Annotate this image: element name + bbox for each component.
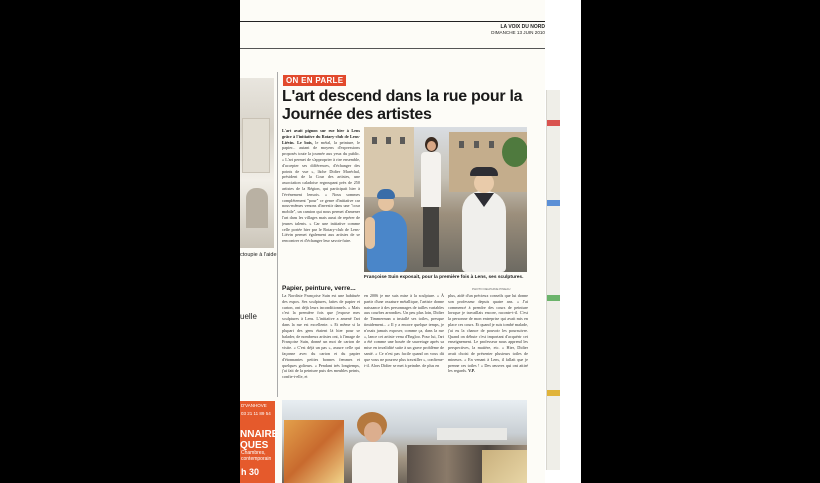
ad-big: NNAIRE QUES xyxy=(240,429,279,451)
article-signature: V.P. xyxy=(468,368,475,374)
bottom-photo xyxy=(282,400,527,483)
ad-line5: contemporain xyxy=(241,456,272,462)
left-caption: ctoupie à l'aide xyxy=(240,252,277,258)
masthead-date: DIMANCHE 13 JUIN 2010 xyxy=(491,30,545,35)
section-rule xyxy=(240,48,545,49)
sculpture-arm xyxy=(365,217,375,249)
sculpture-hat xyxy=(470,167,498,176)
next-page-edge xyxy=(546,90,560,470)
photo-window xyxy=(372,137,377,144)
article-col3-body: plus, aidé d'un précieux conseils que lui donne son professeur depuis quatre ans. « J'ai commencé à prendre des cours de peinture lorsque je travaillais encore, raconte-t-il. C'est la personne de mon entreprise qui avait mis en place ces cours. Et quand je suis tombé malade, j'ai eu la chance de pouvoir les poursuivre. Quand on débute c'est important d'acquérir cet enseignement. Le professeur nous apprend les perspectives, la matière, etc. » Hier, Didier avait choisi de présenter plusieurs toiles de mineurs. « En venant à Lens, il fallait que je prenne ces toiles ! » Des œuvres qui ont attiré les regards. xyxy=(448,293,528,374)
ad-line1: D'VANHOVE xyxy=(241,403,267,408)
ad-time: h 30 xyxy=(241,467,260,477)
top-rule xyxy=(240,21,545,22)
headline: L'art descend dans la rue pour la Journée des artistes xyxy=(282,88,523,123)
ad-line4: Chambres, xyxy=(241,450,266,456)
market-tent xyxy=(437,428,507,440)
masthead xyxy=(490,24,545,35)
main-photo xyxy=(364,127,527,272)
sculpture-head xyxy=(474,173,494,193)
painting-canvas xyxy=(284,420,344,483)
strip-mark xyxy=(547,390,560,396)
artist-figure xyxy=(420,137,442,267)
kicker-label: ON EN PARLE xyxy=(283,75,346,86)
sculpture-hat xyxy=(377,189,395,199)
article-col1-cont: La Nordiste Françoise Suin est une habituée des expos. Ses sculptures, faites de papier et carton, ont déjà leurs inconditionnels. « Mais c'est la première fois que j'expose mes sculptures à Lens. L'initiative a amené l'art dans la rue est excellente. » Et même si la plupart des gens étaient là hier pour se balader, de nombreux artistes ont, à l'image de Françoise Suin, donné un mot de carton de visite. « C'est déjà un pas », assure celle qui façonne avec du carton et du papier d'étonnantes petites bonnes femmes et quelques golieurs. « Pendant très longtemps, j'ai fait de la peinture puis des meubles peints, confie-t-elle, et xyxy=(282,293,360,380)
article-column-1 xyxy=(282,128,360,283)
building-facade xyxy=(242,118,270,173)
white-sculpture xyxy=(462,167,506,272)
photo-tree xyxy=(502,137,527,167)
left-column xyxy=(240,72,279,483)
strip-mark xyxy=(547,200,560,206)
subheading: Papier, peinture, verre... xyxy=(282,285,356,292)
figure-body xyxy=(421,152,441,207)
photo-credit: PHOTO DELPHINE PINEAU xyxy=(472,287,511,291)
masthead-paper: LA VOIX DU NORD xyxy=(500,24,545,30)
strip-mark xyxy=(547,295,560,301)
figure-face xyxy=(427,141,436,151)
left-photo xyxy=(240,78,274,248)
painting-canvas-2 xyxy=(482,450,527,483)
photo-window xyxy=(489,141,494,148)
blue-sculpture xyxy=(367,189,407,272)
photo-window xyxy=(474,141,479,148)
strip-mark xyxy=(547,120,560,126)
photo-window xyxy=(459,141,464,148)
advertisement xyxy=(240,401,279,483)
figure-legs xyxy=(423,207,439,267)
article-col2-body: en 2006 je me suis mise à la sculpture. » À partir d'une ossature métallique, l'artiste donne naissance à des personnages de tailles variables aux courbes arrondies. Un peu plus loin, Didier de Timmerman a installé ses toiles, presque timidement... « Il y a encore quelque temps, je n'osais jamais exposer, comme ça, dans la rue », lance cet artiste venu d'Engloo. Pour lui, l'art a été comme une bouée de sauvetage après sa mise en invalidité suite à un grave problème de santé. « Ce n'est pas facile quand on vous dit que vous ne pourrez plus travailler », confirme-t-il. Alors Didier se met à peindre. de plus en xyxy=(364,293,444,368)
article-col1-body: le métal, la peinture, le papier... autant de moyens d'expressions proposés toute la journée aux yeux du public. « L'art permet de s'approprier à rire ensemble, d'accepter ses différences, d'échanger des points de vue », lâche Didier Maréchal, président de la Cour des artistes, une association caladoise regroupant près de 250 artistes de la Région, qui participait hier à l'événement lensois. « Nous sommes complètement "pour" ce genre d'initiative car nous-mêmes venons d'investir dans une "cour mobile", un camion qui nous permet d'amener l'art dans les villages mais aussi de repérer de jeunes talents. » Car une initiative comme celle portée hier par le Rotary-club de Lens-Liévin permet également aux artistes de se rencontrer et d'échanger leur savoir-faire. xyxy=(282,139,360,244)
photo-window xyxy=(400,137,405,144)
ad-line2: 03 21 11 89 54 xyxy=(241,411,271,416)
painter-figure xyxy=(352,412,398,483)
figure-face xyxy=(364,422,382,442)
newspaper-page xyxy=(240,0,581,483)
article-column-3 xyxy=(448,293,528,397)
column-divider xyxy=(277,72,278,397)
article-column-1-cont xyxy=(282,293,360,397)
figure-shirt xyxy=(352,442,398,483)
left-text-fragment: uelle xyxy=(240,312,257,321)
doorway-arch xyxy=(246,188,268,228)
article-lead: L'art avait pignon sur rue hier à Lens grâce à l'initiative du Rotary-club de Lens-Liévin. Le bois, xyxy=(282,128,360,145)
photo-window xyxy=(386,137,391,144)
article-column-2 xyxy=(364,293,444,397)
photo-caption: Françoise Suin exposait, pour la première fois à Lens, ses sculptures. xyxy=(364,275,524,280)
